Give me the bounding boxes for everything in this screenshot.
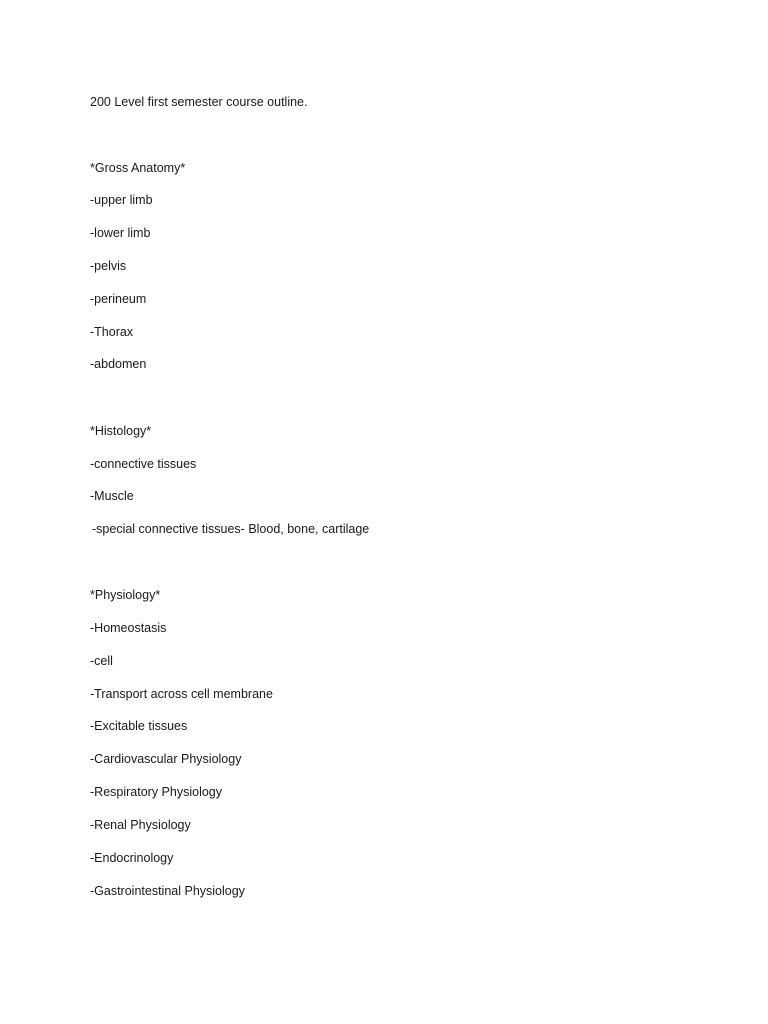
- section-heading-gross-anatomy: *Gross Anatomy*: [90, 161, 186, 175]
- list-item: -perineum: [90, 292, 147, 306]
- list-item: -pelvis: [90, 259, 127, 273]
- list-item: -Transport across cell membrane: [90, 687, 273, 701]
- section-heading-physiology: *Physiology*: [90, 588, 161, 602]
- list-item: -Muscle: [90, 489, 134, 503]
- list-item: -Homeostasis: [90, 621, 167, 635]
- list-item: -Gastrointestinal Physiology: [90, 884, 245, 898]
- list-item: -special connective tissues- Blood, bone, cartilage: [92, 522, 370, 536]
- list-item: -Excitable tissues: [90, 719, 188, 733]
- list-item: -Thorax: [90, 325, 134, 339]
- list-item: -cell: [90, 654, 113, 668]
- list-item: -upper limb: [90, 193, 153, 207]
- document-title: 200 Level first semester course outline.: [90, 95, 308, 109]
- list-item: -lower limb: [90, 226, 151, 240]
- section-heading-histology: *Histology*: [90, 424, 152, 438]
- list-item: -Respiratory Physiology: [90, 785, 222, 799]
- list-item: -Cardiovascular Physiology: [90, 752, 242, 766]
- list-item: -connective tissues: [90, 457, 197, 471]
- list-item: -abdomen: [90, 357, 147, 371]
- list-item: -Renal Physiology: [90, 818, 191, 832]
- list-item: -Endocrinology: [90, 851, 174, 865]
